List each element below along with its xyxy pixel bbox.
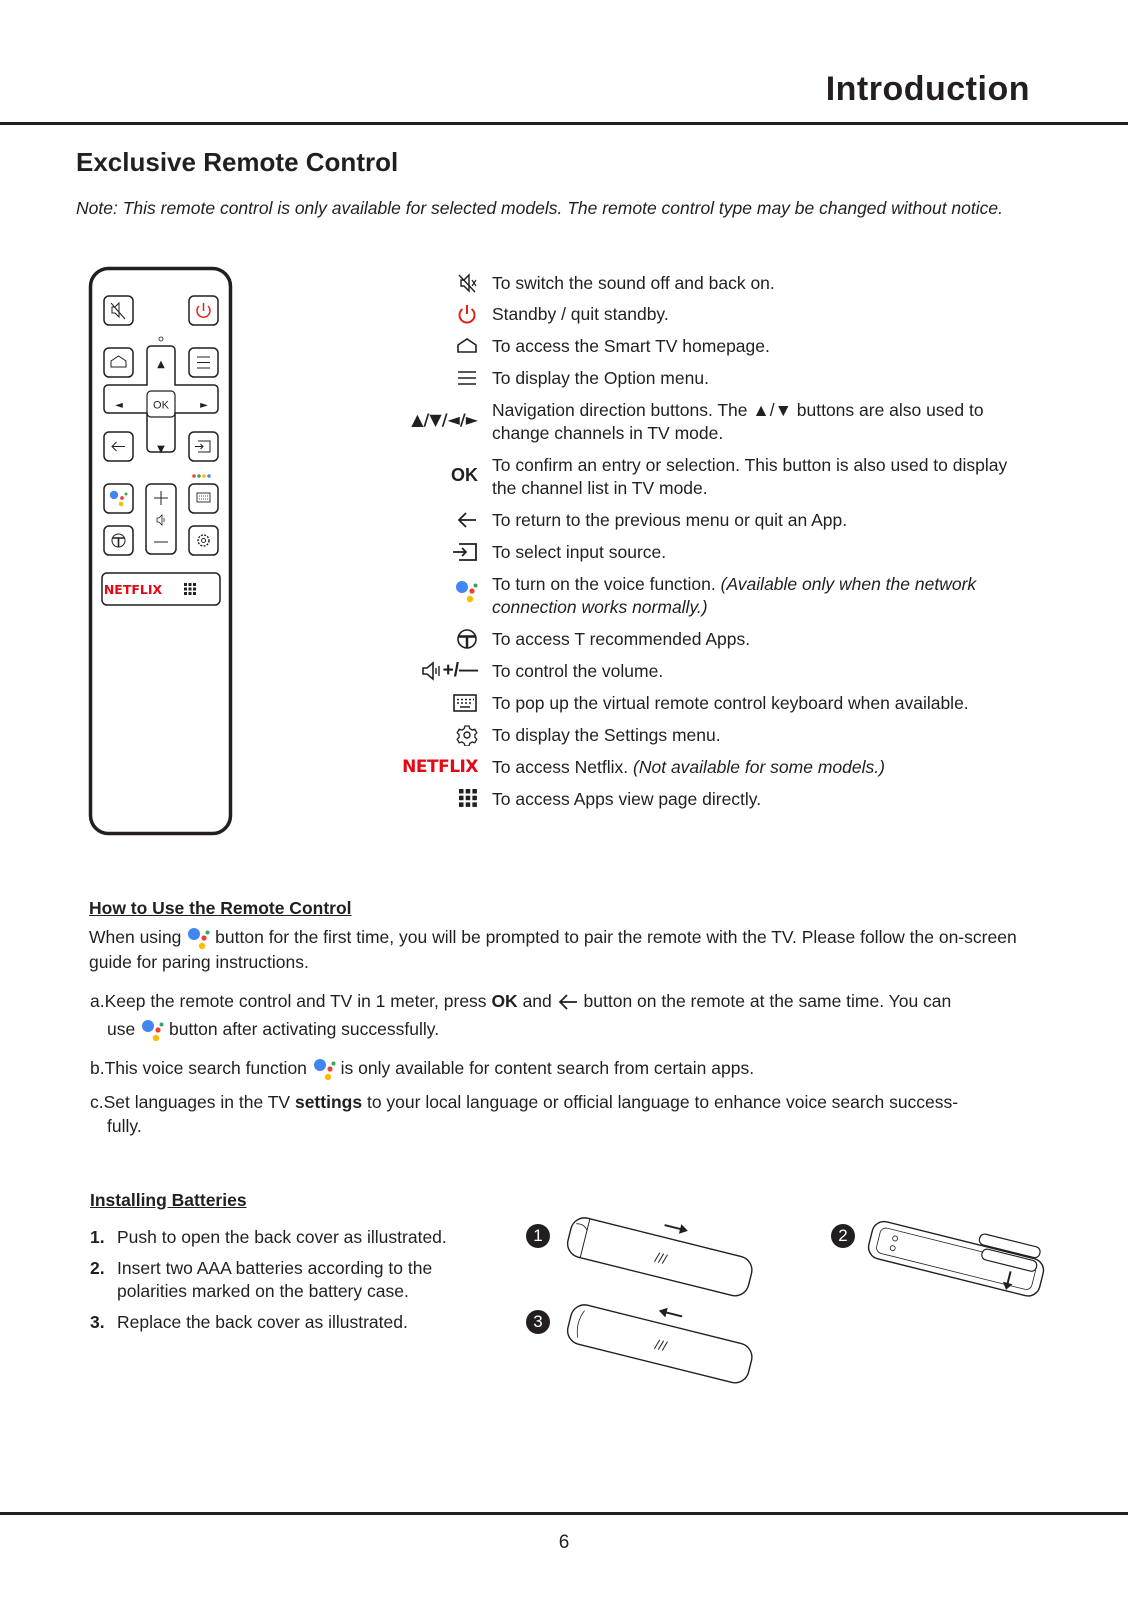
feature-item-navigation	[400, 399, 1040, 454]
assistant-icon	[454, 579, 478, 603]
feature-item-input	[400, 541, 1040, 573]
feature-item-apps	[400, 788, 1040, 820]
battery-step: 3. Replace the back cover as illustrated.	[90, 1312, 408, 1332]
keyboard-icon	[452, 692, 478, 714]
feature-item-home	[400, 335, 1040, 367]
assistant-icon	[186, 926, 210, 950]
feature-item-menu	[400, 367, 1040, 399]
remote-left-arrow: ◄	[115, 400, 123, 411]
remote-control-illustration	[88, 266, 236, 838]
figure-number-3: 3	[526, 1310, 550, 1334]
battery-steps	[90, 1226, 490, 1342]
feature-text: Standby / quit standby.	[492, 304, 669, 324]
power-icon	[456, 303, 478, 325]
howto-item-b: b.This voice search function is only available for content search from certain apps.	[90, 1054, 1030, 1082]
feature-text: To display the Settings menu.	[492, 725, 721, 745]
home-icon	[456, 335, 478, 357]
feature-text: To turn on the voice function. (Available only when the network connection works normally.)	[492, 574, 977, 617]
settings-icon	[456, 724, 478, 746]
feature-item-ok	[400, 454, 1040, 509]
howto-heading: How to Use the Remote Control	[89, 898, 352, 918]
note-text: Note: This remote control is only available for selected models. The remote control type may be changed without notice.	[76, 198, 1003, 218]
battery-step: 2. Insert two AAA batteries according to the polarities marked on the battery case.	[90, 1258, 433, 1301]
ok-label: OK	[451, 465, 478, 485]
header-rule	[0, 122, 1128, 125]
feature-text: To access Apps view page directly.	[492, 789, 762, 809]
battery-figure-open-cover	[560, 1215, 760, 1305]
volume-symbols: +/—	[442, 660, 478, 681]
netflix-logo: NETFLIX	[402, 757, 478, 777]
feature-text: To control the volume.	[492, 661, 664, 681]
feature-text: To switch the sound off and back on.	[492, 273, 775, 293]
mute-icon	[456, 272, 478, 294]
remote-down-arrow: ▼	[157, 444, 165, 455]
nav-arrows-label: ▲/▼/◄/►	[411, 410, 478, 429]
feature-item-mute	[400, 272, 1040, 303]
feature-text: Navigation direction buttons. The ▲/▼ buttons are also used to change channels in TV mode.	[492, 400, 984, 443]
menu-icon	[456, 367, 478, 389]
t-logo-icon	[456, 628, 478, 650]
battery-step: 1. Push to open the back cover as illustrated.	[90, 1227, 447, 1247]
feature-text: To display the Option menu.	[492, 368, 709, 388]
remote-ok-label: OK	[153, 399, 169, 412]
remote-apps-icon	[184, 583, 196, 595]
assistant-icon	[140, 1018, 164, 1042]
figure-number-2: 2	[831, 1224, 855, 1248]
feature-text: To access T recommended Apps.	[492, 629, 751, 649]
button-feature-list	[400, 272, 1040, 820]
feature-item-t-apps	[400, 628, 1040, 660]
feature-item-keyboard	[400, 692, 1040, 724]
footer-rule	[0, 1512, 1128, 1515]
feature-item-netflix	[400, 756, 1040, 788]
volume-icon	[421, 660, 443, 682]
howto-item-c: c.Set languages in the TV settings to your local language or official language to enhance voice search success- fully.	[90, 1092, 959, 1136]
howto-item-a: a.Keep the remote control and TV in 1 meter, press OK and button on the remote at the same time. You can use button after activating successfully.	[90, 987, 1030, 1043]
feature-text: To access Netflix. (Not available for some models.)	[492, 757, 885, 777]
batteries-heading: Installing Batteries	[90, 1190, 247, 1210]
remote-right-arrow: ►	[200, 400, 208, 411]
feature-text: To confirm an entry or selection. This button is also used to display the channel list in TV mode.	[492, 455, 1008, 498]
input-icon	[452, 541, 478, 563]
feature-text: To pop up the virtual remote control keyboard when available.	[492, 693, 969, 713]
feature-item-voice	[400, 573, 1040, 628]
back-icon	[456, 509, 478, 531]
figure-number-1: 1	[526, 1224, 550, 1248]
feature-text: To select input source.	[492, 542, 667, 562]
feature-text: To return to the previous menu or quit an App.	[492, 510, 848, 530]
battery-figure-replace-cover	[560, 1300, 760, 1395]
howto-intro: When using button for the first time, you will be prompted to pair the remote with the TV. Please follow the on-screen guide for paring instructions.	[89, 927, 1017, 973]
section-title: Exclusive Remote Control	[76, 147, 399, 177]
page-number: 6	[558, 1532, 570, 1553]
feature-item-volume	[400, 660, 1040, 692]
back-icon	[557, 991, 579, 1013]
feature-item-power	[400, 303, 1040, 335]
page-header-title: Introduction	[825, 70, 1030, 108]
feature-text: To access the Smart TV homepage.	[492, 336, 770, 356]
battery-figure-insert-batteries	[862, 1218, 1052, 1300]
remote-up-arrow: ▲	[157, 359, 165, 370]
feature-item-back	[400, 509, 1040, 541]
assistant-icon	[312, 1057, 336, 1081]
apps-icon	[458, 788, 478, 808]
feature-item-settings	[400, 724, 1040, 756]
remote-netflix-label: NETFLIX	[103, 582, 163, 597]
